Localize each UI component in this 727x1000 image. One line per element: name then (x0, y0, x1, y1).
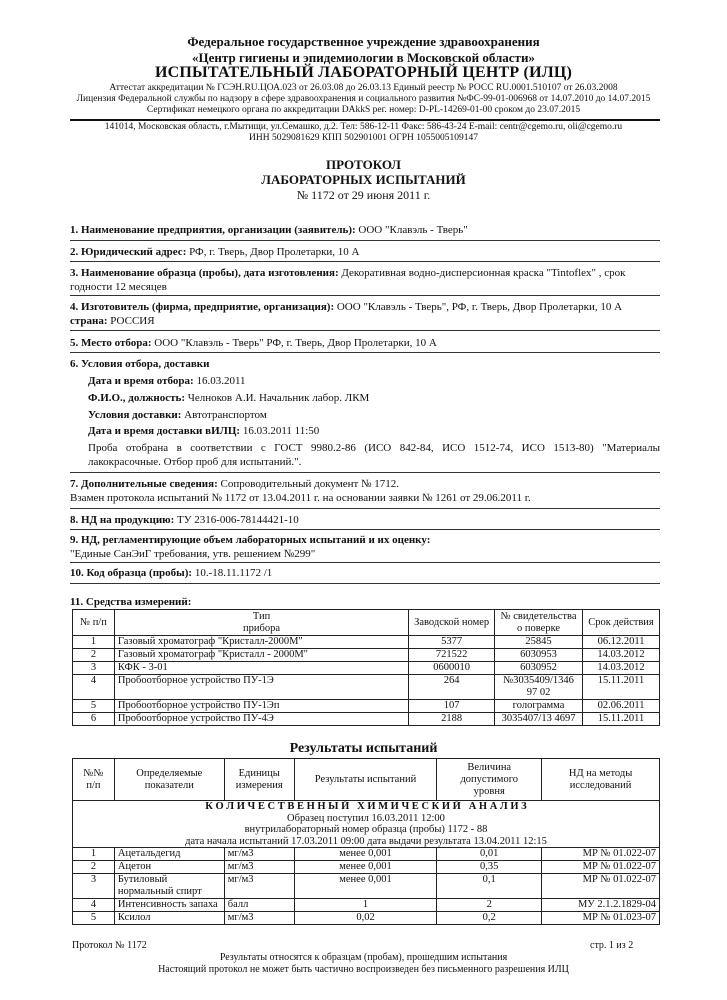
header-divider (70, 119, 660, 121)
section-10 (70, 566, 660, 580)
table-row: 1 Газовый хроматограф "Кристалл-2000М" 5377 25845 06.12.2011 (73, 636, 660, 649)
analysis-group-title: К О Л И Ч Е С Т В Е Н Н Ы Й Х И М И Ч Е С К И Й А Н А Л И З (205, 801, 527, 812)
results-header-row (73, 759, 660, 801)
org-line-3: ИСПЫТАТЕЛЬНЫЙ ЛАБОРАТОРНЫЙ ЦЕНТР (ИЛЦ) (154, 64, 573, 81)
section-10-value: 10.-18.11.1172 /1 (194, 567, 273, 579)
section-5-label: 5. Место отбора: (70, 337, 152, 349)
section-8 (70, 513, 660, 527)
section-2-label: 2. Юридический адрес: (70, 246, 187, 258)
section-4-country: РОССИЯ (110, 315, 155, 327)
org-line-1: Федеральное государственное учреждение здравоохранения (187, 34, 540, 49)
divider (70, 352, 660, 353)
sample-received: Образец поступил 16.03.2011 12:00 (287, 812, 445, 824)
results-table (72, 758, 660, 925)
table-row: 3 КФК - 3-01 0600010 6030952 14.03.2012 (73, 662, 660, 675)
section-4-value: ООО "Клавэль - Тверь", РФ, г. Тверь, Двор Пролетарки, 10 А (336, 301, 623, 313)
internal-sample-number: внутрилабораторный номер образца (пробы) 1172 - 88 (244, 824, 488, 835)
divider (70, 529, 660, 530)
section-5-value: ООО "Клавэль - Тверь" РФ, г. Тверь, Двор Пролетарки, 10 А (154, 337, 437, 349)
col-validity: Срок действия (583, 610, 660, 636)
section-10-label: 10. Код образца (пробы): (70, 567, 193, 579)
sampler-name: Ф.И.О., должность: Челноков А.И. Начальник лабор. ЛКМ (88, 392, 370, 404)
table-row: 2 Газовый хроматограф "Кристалл - 2000М" 721522 6030953 14.03.2012 (73, 649, 660, 662)
table-row: 3 Бутиловый нормальный спирт мг/м3 менее 0,001 0,1 МР № 01.022-07 (73, 874, 660, 899)
col-certificate: № свидетельства о поверке (495, 610, 583, 636)
section-9-label: 9. НД, регламентирующие объем лабораторных испытаний и их оценку: (70, 534, 431, 546)
results-title: Результаты испытаний (289, 741, 438, 756)
divider (70, 562, 660, 563)
col-result: Результаты испытаний (294, 759, 437, 801)
title-protocol: ПРОТОКОЛ (326, 157, 401, 172)
section-3-value: Декоративная водно-дисперсионная краска "Tintoflex" , срок годности 12 месяцев (70, 267, 626, 293)
title-lab-tests: ЛАБОРАТОРНЫХ ИСПЫТАНИЙ (261, 172, 466, 187)
instruments-header-row (73, 610, 660, 636)
divider (70, 583, 660, 584)
license-line: Лицензия Федеральной службы по надзору в сфере здравоохранения и социального развития №ФС-99-01-006968 от 14.07.2010 до 14.07.2015 (76, 94, 651, 104)
delivery-date: Дата и время доставки вИЛЦ: 16.03.2011 11:50 (88, 425, 320, 437)
section-1-value: ООО "Клавэль - Тверь" (358, 224, 468, 236)
divider (70, 508, 660, 509)
divider (70, 295, 660, 296)
certificate-line: Сертификат немецкого органа по аккредитации DAkkS рег. номер: D-PL-14269-01-00 сроком до 23.07.2015 (146, 105, 581, 115)
delivery-conditions: Условия доставки: Автотранспортом (88, 409, 267, 421)
section-1 (70, 223, 660, 237)
table-row: 1 Ацетальдегид мг/м3 менее 0,001 0,01 МР № 01.022-07 (73, 848, 660, 861)
section-7 (70, 477, 660, 505)
analysis-group-row (73, 801, 660, 848)
section-3 (70, 266, 660, 294)
section-4-country-label: страна: (70, 315, 108, 327)
section-2-value: РФ, г. Тверь, Двор Пролетарки, 10 А (189, 246, 360, 258)
divider (70, 472, 660, 473)
section-4 (70, 300, 660, 328)
section-11-label: 11. Средства измерений: (70, 596, 192, 608)
col-device-type: Тип прибора (114, 610, 408, 636)
instruments-table (72, 609, 660, 726)
accreditation-line: Аттестат аккредитации № ГСЭН.RU.ЦОА.023 от 26.03.08 до 26.03.13 Единый реестр № РОСС RU.0001.510107 от 26.03.2008 (109, 83, 618, 93)
section-6-label: 6. Условия отбора, доставки (70, 358, 210, 370)
footer-protocol-number: Протокол № 1172 (72, 940, 147, 951)
section-2 (70, 245, 660, 259)
col-indicator: Определяемые показатели (114, 759, 224, 801)
col-number: №№ п/п (73, 759, 115, 801)
table-row: 4 Интенсивность запаха балл 1 2 МУ 2.1.2.1829-04 (73, 899, 660, 912)
footer-note-1: Результаты относятся к образцам (пробам), прошедшим испытания (219, 952, 508, 963)
table-row: 2 Ацетон мг/м3 менее 0,001 0,35 МР № 01.022-07 (73, 861, 660, 874)
col-limit: Величина допустимого уровня (437, 759, 542, 801)
section-9 (70, 533, 660, 561)
address-line: 141014, Московская область, г.Мытищи, ул.Семашко, д.2. Тел: 586-12-11 Факс: 586-43-24 E-mail: centr@cgemo.ru, oli@cgemo.ru (104, 122, 623, 132)
section-7-value-2: Взамен протокола испытаний № 1172 от 13.04.2011 г. на основании заявки № 1261 от 29.06.2011 г. (70, 492, 531, 504)
col-serial: Заводской номер (409, 610, 495, 636)
section-9-value: "Единые СанЭиГ требования, утв. решением №299" (70, 548, 316, 560)
divider (70, 330, 660, 331)
section-7-value: Сопроводительный документ № 1712. (220, 478, 400, 490)
section-8-value: ТУ 2316-006-78144421-10 (177, 514, 299, 526)
org-line-2: «Центр гигиены и эпидемиологии в Московской области» (192, 50, 535, 65)
col-number: № п/п (73, 610, 115, 636)
section-7-label: 7. Дополнительные сведения: (70, 478, 218, 490)
title-number-date: № 1172 от 29 июня 2011 г. (296, 188, 431, 202)
section-1-label: 1. Наименование предприятия, организации (заявитель): (70, 224, 356, 236)
section-8-label: 8. НД на продукцию: (70, 514, 175, 526)
section-3-label: 3. Наименование образца (пробы), дата изготовления: (70, 267, 339, 279)
sampling-note: Проба отобрана в соответствии с ГОСТ 9980.2-86 (ИСО 842-84, ИСО 1512-74, ИСО 1513-80) "Материалы лакокрасочные. Отбор проб для испытаний.". (88, 442, 660, 468)
test-dates: дата начала испытаний 17.03.2011 09:00 дата выдачи результата 13.04.2011 12:15 (185, 835, 547, 847)
table-row: 5 Ксилол мг/м3 0,02 0,2 МР № 01.023-07 (73, 912, 660, 925)
section-4-label: 4. Изготовитель (фирма, предприятие, организация): (70, 301, 335, 313)
table-row: 5 Пробоотборное устройство ПУ-1Эп 107 голограмма 02.06.2011 (73, 700, 660, 713)
sampling-date: Дата и время отбора: 16.03.2011 (88, 375, 246, 387)
requisites-line: ИНН 5029081629 КПП 502901001 ОГРН 1055005109147 (248, 133, 478, 143)
col-method: НД на методы исследований (542, 759, 660, 801)
col-unit: Единицы измерения (224, 759, 294, 801)
table-row: 4 Пробоотборное устройство ПУ-1Э 264 №3035409/1346 97 02 15.11.2011 (73, 675, 660, 700)
table-row: 6 Пробоотборное устройство ПУ-4Э 2188 3035407/13 4697 15.11.2011 (73, 713, 660, 726)
divider (70, 240, 660, 241)
section-5 (70, 336, 660, 350)
footer-note-2: Настоящий протокол не может быть частично воспроизведен без письменного разрешения ИЛЦ (158, 964, 569, 975)
divider (70, 261, 660, 262)
footer-page-number: стр. 1 из 2 (590, 940, 634, 951)
